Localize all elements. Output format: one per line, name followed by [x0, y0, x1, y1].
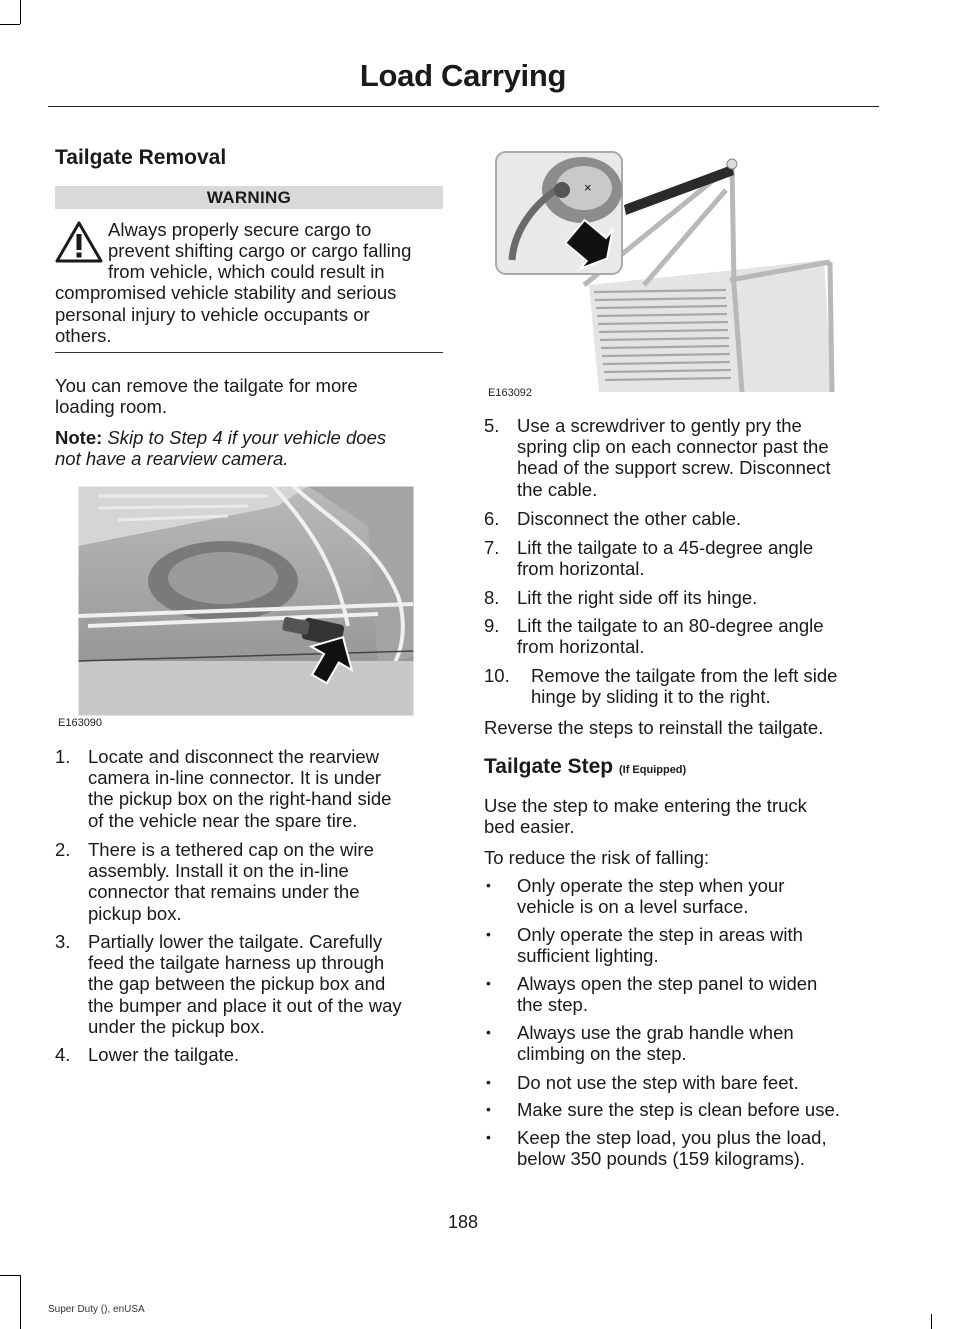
use-text: bed easier. — [484, 816, 575, 837]
step-text-line: feed the tailgate harness up through — [88, 952, 385, 974]
step-text-line: the cable. — [517, 478, 598, 500]
intro-text: You can remove the tailgate for more — [55, 375, 358, 396]
step-text-line: the gap between the pickup box and — [88, 973, 386, 995]
step-number: 9. — [484, 615, 500, 636]
bullet-dot: • — [486, 877, 491, 893]
crop-mark — [0, 24, 20, 25]
bullet-text-line: Make sure the step is clean before use. — [517, 1099, 840, 1120]
bullet-text-line: Only operate the step in areas with — [517, 924, 803, 945]
reduce-risk-text: To reduce the risk of falling: — [484, 847, 710, 868]
bullet-dot: • — [486, 1101, 491, 1117]
bullet-dot: • — [486, 926, 491, 942]
step-text-line: Lift the tailgate to an 80-degree angle — [517, 615, 824, 636]
step-text-line: connector that remains under the — [88, 881, 360, 903]
warning-triangle-icon — [55, 221, 103, 263]
bullet-text-line: climbing on the step. — [517, 1043, 687, 1065]
note — [55, 427, 386, 448]
step-text-line: Remove the tailgate from the left side — [531, 665, 838, 686]
warning-text-line: personal injury to vehicle occupants or — [55, 304, 370, 325]
warning-text-line: Always properly secure cargo to — [108, 219, 372, 240]
bullet-text-line: below 350 pounds (159 kilograms). — [517, 1148, 805, 1170]
svg-text:×: × — [584, 180, 592, 195]
crop-mark — [0, 1275, 20, 1276]
section-title-text: Tailgate Step — [484, 755, 614, 778]
step-text-line: Lift the tailgate to a 45-degree angle — [517, 537, 814, 558]
section-title-tailgate-removal: Tailgate Removal — [55, 146, 227, 169]
bullet-dot: • — [486, 1074, 491, 1090]
warning-text-line: prevent shifting cargo or cargo falling — [108, 240, 412, 261]
warning-bottom-rule — [55, 352, 443, 353]
step-number: 5. — [484, 415, 500, 436]
bullet-text-line: Keep the step load, you plus the load, — [517, 1127, 827, 1148]
step-number: 4. — [55, 1044, 71, 1065]
step-text-line: from horizontal. — [517, 558, 645, 580]
bullet-dot: • — [486, 1129, 491, 1145]
step-text-line: assembly. Install it on the in-line — [88, 860, 349, 882]
bullet-text-line: Only operate the step when your — [517, 875, 785, 896]
step-text-line: head of the support screw. Disconnect — [517, 457, 831, 479]
bullet-text-line: vehicle is on a level surface. — [517, 896, 749, 918]
note-text: Skip to Step 4 if your vehicle does — [107, 427, 387, 448]
footer-doc-label: Super Duty (), enUSA — [48, 1304, 145, 1315]
tailgate-cable-illustration — [494, 150, 838, 395]
warning-text-line: compromised vehicle stability and serious — [55, 282, 397, 303]
step-text-line: Disconnect the other cable. — [517, 508, 742, 529]
step-text-line: Locate and disconnect the rearview — [88, 746, 380, 767]
warning-label: WARNING — [55, 186, 443, 209]
step-text-line: spring clip on each connector past the — [517, 436, 829, 458]
step-text-line: hinge by sliding it to the right. — [531, 686, 771, 708]
bullet-text-line: sufficient lighting. — [517, 945, 659, 967]
bullet-text-line: the step. — [517, 994, 588, 1016]
step-number: 6. — [484, 508, 500, 529]
page-number: 188 — [447, 1212, 479, 1232]
crop-mark — [20, 0, 21, 24]
crop-mark — [20, 1275, 21, 1329]
bullet-text-line: Always open the step panel to widen — [517, 973, 818, 994]
note-label: Note: — [55, 427, 103, 448]
warning-text-line: others. — [55, 325, 112, 346]
reverse-text: Reverse the steps to reinstall the tailgate. — [484, 717, 824, 738]
rearview-connector-illustration — [78, 486, 414, 716]
use-text: Use the step to make entering the truck — [484, 795, 807, 816]
bullet-dot: • — [486, 975, 491, 991]
bullet-dot: • — [486, 1024, 491, 1040]
crop-mark — [931, 1314, 932, 1329]
step-number: 1. — [55, 746, 71, 767]
step-number: 7. — [484, 537, 500, 558]
step-number: 8. — [484, 587, 500, 608]
section-title-tailgate-step — [484, 755, 686, 779]
bullet-text-line: Do not use the step with bare feet. — [517, 1072, 799, 1093]
step-text-line: under the pickup box. — [88, 1015, 265, 1037]
step-number: 10. — [484, 665, 510, 686]
step-text-line: Partially lower the tailgate. Carefully — [88, 931, 383, 952]
title-divider — [48, 106, 879, 107]
step-text-line: Lift the right side off its hinge. — [517, 587, 758, 608]
section-title-suffix: (If Equipped) — [618, 764, 687, 776]
step-text-line: the bumper and place it out of the way — [88, 994, 402, 1016]
intro-text: loading room. — [55, 396, 168, 417]
warning-text-line: from vehicle, which could result in — [108, 261, 385, 282]
figure-code: E163092 — [488, 387, 533, 399]
bullet-text-line: Always use the grab handle when — [517, 1022, 794, 1043]
step-text-line: camera in-line connector. It is under — [88, 767, 382, 789]
note-text-line: not have a rearview camera. — [55, 448, 289, 469]
step-text-line: of the vehicle near the spare tire. — [88, 809, 358, 831]
figure-code: E163090 — [58, 717, 103, 729]
note-text — [55, 448, 288, 469]
step-number: 2. — [55, 839, 71, 860]
step-text-line: from horizontal. — [517, 636, 645, 658]
page-title: Load Carrying — [359, 58, 567, 93]
step-text-line: the pickup box on the right-hand side — [88, 788, 392, 810]
step-text-line: There is a tethered cap on the wire — [88, 839, 374, 860]
step-text-line: Use a screwdriver to gently pry the — [517, 415, 802, 436]
step-number: 3. — [55, 931, 71, 952]
step-text-line: pickup box. — [88, 902, 182, 924]
step-text-line: Lower the tailgate. — [88, 1044, 240, 1065]
